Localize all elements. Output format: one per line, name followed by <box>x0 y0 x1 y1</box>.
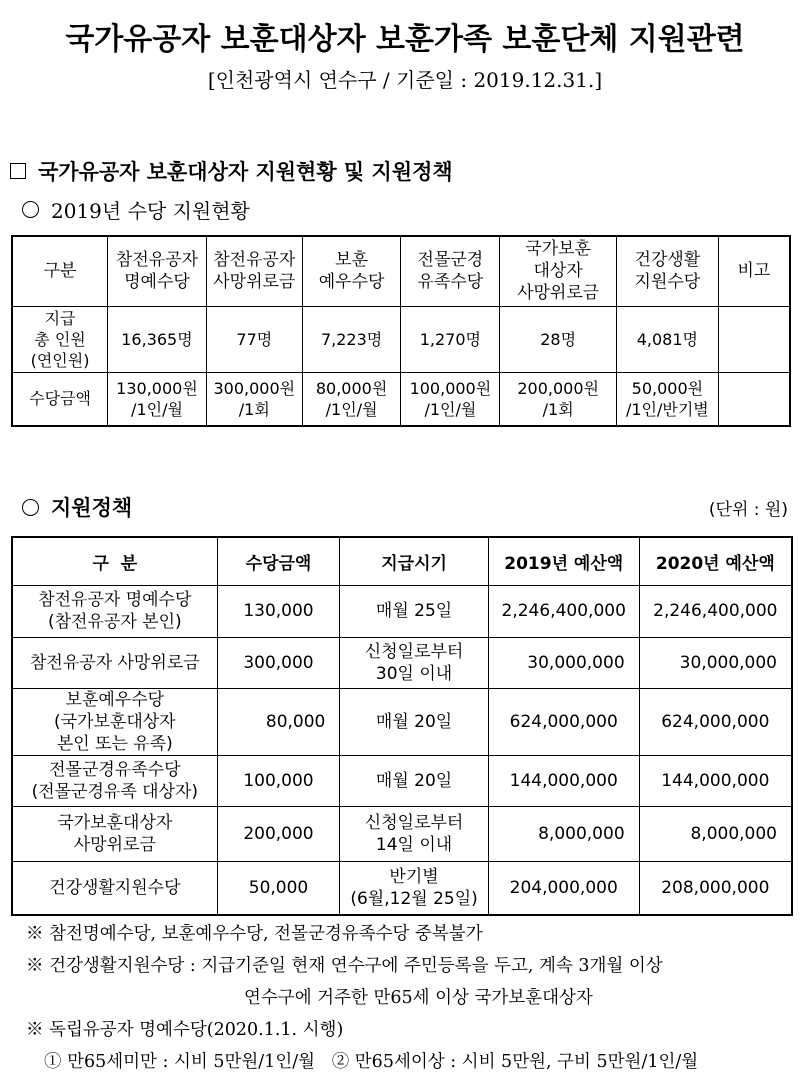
policy-name: 건강생활지원수당 <box>12 861 217 915</box>
table-row <box>12 861 792 915</box>
policy-budget-2020: 624,000,000 <box>639 688 792 755</box>
checkbox-icon <box>10 163 26 179</box>
table-row <box>12 372 790 426</box>
table-row <box>12 306 790 372</box>
policy-budget-2020: 30,000,000 <box>639 637 792 688</box>
table-cell: 130,000원 /1인/월 <box>108 372 207 426</box>
note-line: 연수구에 거주한 만65세 이상 국가보훈대상자 <box>244 988 593 1008</box>
policy-amount: 100,000 <box>217 755 340 806</box>
policy-timing: 매월 25일 <box>340 585 488 637</box>
table-cell <box>718 306 790 372</box>
note-line: ① 만65세미만 : 시비 5만원/1인/월 ② 만65세이상 : 시비 5만원, 구비 5만원/1인/월 <box>44 1052 699 1072</box>
policy-header-row <box>12 537 792 585</box>
policy-header: 지급시기 <box>340 537 488 585</box>
status-heading <box>22 195 250 224</box>
circle-bullet-icon <box>22 201 39 218</box>
policy-amount: 200,000 <box>217 806 340 861</box>
policy-timing: 신청일로부터 30일 이내 <box>340 637 488 688</box>
table-cell: 300,000원 /1회 <box>206 372 302 426</box>
policy-budget-2020: 2,246,400,000 <box>639 585 792 637</box>
page-subtitle: [인천광역시 연수구 / 기준일 : 2019.12.31.] <box>207 68 603 92</box>
table-cell: 200,000원 /1회 <box>500 372 617 426</box>
policy-table <box>11 536 793 916</box>
status-header: 국가보훈 대상자 사망위로금 <box>500 236 617 306</box>
table-cell: 80,000원 /1인/월 <box>302 372 401 426</box>
table-row <box>12 806 792 861</box>
table-cell: 100,000원 /1인/월 <box>401 372 500 426</box>
policy-amount: 130,000 <box>217 585 340 637</box>
policy-budget-2019: 8,000,000 <box>488 806 639 861</box>
policy-budget-2020: 8,000,000 <box>639 806 792 861</box>
status-header: 구분 <box>12 236 108 306</box>
policy-name: 국가보훈대상자 사망위로금 <box>12 806 217 861</box>
policy-amount: 300,000 <box>217 637 340 688</box>
policy-budget-2019: 204,000,000 <box>488 861 639 915</box>
table-row <box>12 755 792 806</box>
policy-amount: 80,000 <box>217 688 340 755</box>
status-header: 전몰군경 유족수당 <box>401 236 500 306</box>
policy-header: 2020년 예산액 <box>639 537 792 585</box>
table-cell: 7,223명 <box>302 306 401 372</box>
status-header-row <box>12 236 790 306</box>
policy-heading-text: 지원정책 <box>51 496 133 520</box>
table-row <box>12 585 792 637</box>
note-line: ※ 참전명예수당, 보훈예우수당, 전몰군경유족수당 중복불가 <box>26 924 483 944</box>
table-cell: 4,081명 <box>617 306 719 372</box>
status-header: 보훈 예우수당 <box>302 236 401 306</box>
policy-budget-2020: 208,000,000 <box>639 861 792 915</box>
notes <box>26 918 796 1078</box>
policy-name: 전몰군경유족수당 (전몰군경유족 대상자) <box>12 755 217 806</box>
table-row <box>12 688 792 755</box>
table-cell: 16,365명 <box>108 306 207 372</box>
section-heading-text: 국가유공자 보훈대상자 지원현황 및 지원정책 <box>38 160 453 184</box>
policy-timing: 반기별 (6월,12월 25일) <box>340 861 488 915</box>
row-label: 수당금액 <box>12 372 108 426</box>
section-heading <box>10 156 453 186</box>
policy-header: 2019년 예산액 <box>488 537 639 585</box>
table-cell: 77명 <box>206 306 302 372</box>
table-cell: 1,270명 <box>401 306 500 372</box>
policy-heading <box>22 492 132 522</box>
policy-budget-2019: 30,000,000 <box>488 637 639 688</box>
policy-header: 수당금액 <box>217 537 340 585</box>
status-header: 비고 <box>718 236 790 306</box>
table-cell: 28명 <box>500 306 617 372</box>
status-header: 참전유공자 사망위로금 <box>206 236 302 306</box>
policy-amount: 50,000 <box>217 861 340 915</box>
table-row <box>12 637 792 688</box>
policy-budget-2019: 624,000,000 <box>488 688 639 755</box>
table-cell: 50,000원 /1인/반기별 <box>617 372 719 426</box>
policy-name: 보훈예우수당 (국가보훈대상자 본인 또는 유족) <box>12 688 217 755</box>
note-line: ※ 독립유공자 명예수당(2020.1.1. 시행) <box>26 1020 344 1040</box>
policy-header: 구 분 <box>12 537 217 585</box>
policy-name: 참전유공자 사망위로금 <box>12 637 217 688</box>
policy-name: 참전유공자 명예수당 (참전유공자 본인) <box>12 585 217 637</box>
note-line: ※ 건강생활지원수당 : 지급기준일 현재 연수구에 주민등록을 두고, 계속 3개월 이상 <box>26 956 663 976</box>
policy-budget-2020: 144,000,000 <box>639 755 792 806</box>
row-label: 지급 총 인원 (연인원) <box>12 306 108 372</box>
page-title: 국가유공자 보훈대상자 보훈가족 보훈단체 지원관련 <box>65 22 745 57</box>
table-cell <box>718 372 790 426</box>
policy-timing: 매월 20일 <box>340 755 488 806</box>
status-header: 건강생활 지원수당 <box>617 236 719 306</box>
policy-budget-2019: 2,246,400,000 <box>488 585 639 637</box>
status-header: 참전유공자 명예수당 <box>108 236 207 306</box>
policy-timing: 매월 20일 <box>340 688 488 755</box>
status-heading-text: 2019년 수당 지원현황 <box>51 199 250 223</box>
unit-label: (단위 : 원) <box>708 500 788 520</box>
policy-timing: 신청일로부터 14일 이내 <box>340 806 488 861</box>
status-table <box>11 235 791 427</box>
policy-budget-2019: 144,000,000 <box>488 755 639 806</box>
circle-bullet-icon <box>22 499 39 516</box>
